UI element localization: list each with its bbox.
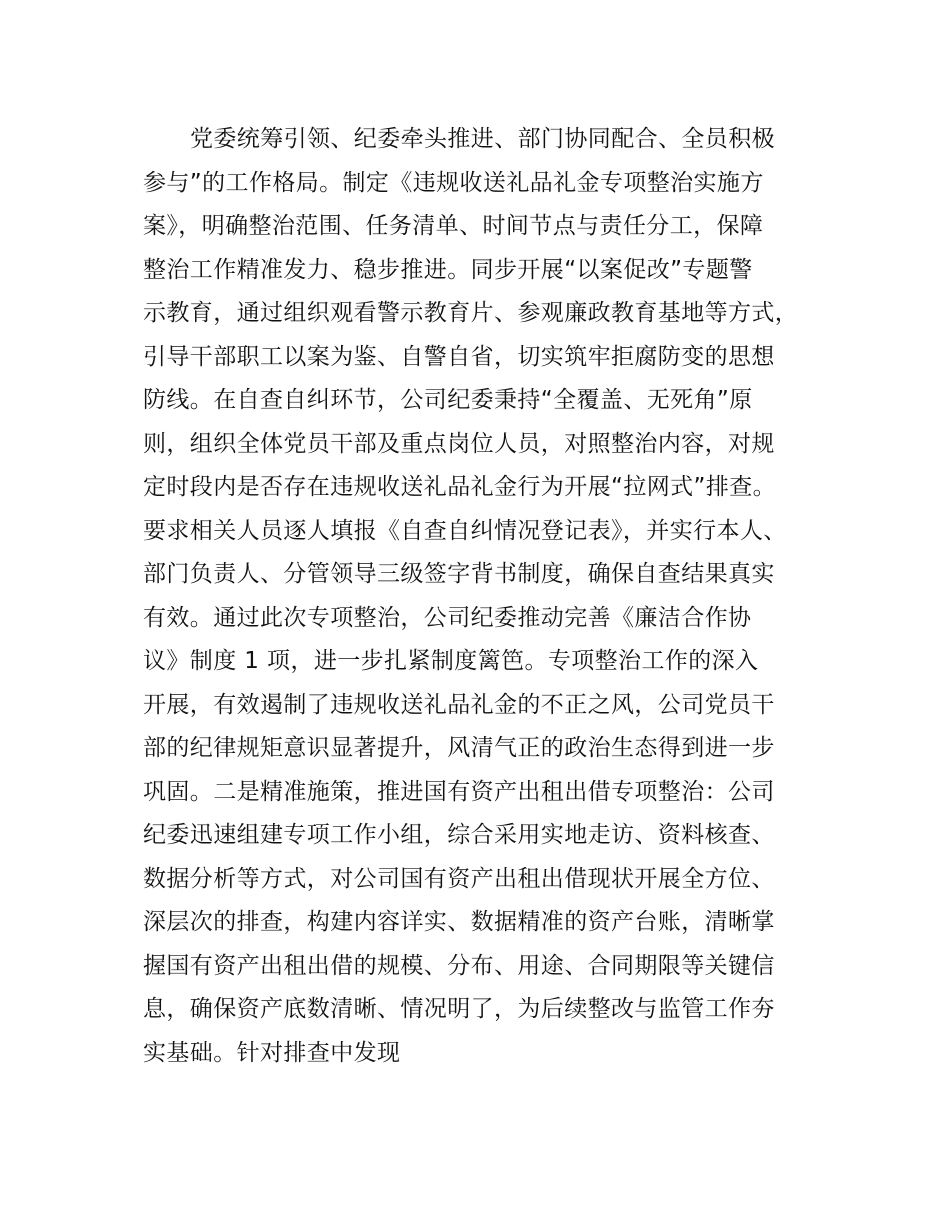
text-line: 引导干部职工以案为鉴、自警自省，切实筑牢拒腐防变的思想 [143,343,775,370]
text-line: 整治工作精准发力、稳步推进。同步开展“以案促改”专题警 [143,256,753,283]
text-line: 开展，有效遏制了违规收送礼品礼金的不正之风，公司党员干 [143,691,775,718]
text-line: 则，组织全体党员干部及重点岗位人员，对照整治内容，对规 [143,430,775,457]
text-line: 纪委迅速组建专项工作小组，综合采用实地走访、资料核查、 [143,822,775,848]
text-line: 案》，明确整治范围、任务清单、时间节点与责任分工，保障 [143,213,764,239]
text-line: 要求相关人员逐人填报《自查自纠情况登记表》，并实行本人、 [143,517,787,544]
text-line: 议》制度 1 项，进一步扎紧制度篱笆。专项整治工作的深入 [143,648,759,674]
text-line: 参与”的工作格局。制定《违规收送礼品礼金专项整治实施方 [143,169,764,196]
text-line: 息，确保资产底数清晰、情况明了，为后续整改与监管工作夯 [143,996,775,1022]
text-line: 示教育，通过组织观看警示教育片、参观廉政教育基地等方式， [143,300,799,326]
text-line: 党委统筹引领、纪委牵头推进、部门协同配合、全员积极 [190,126,775,152]
text-line: 数据分析等方式，对公司国有资产出租出借现状开展全方位、 [143,865,775,892]
text-line: 部门负责人、分管领导三级签字背书制度，确保自查结果真实 [143,561,775,587]
body-paragraph [143,118,843,1075]
text-line: 防线。在自查自纠环节，公司纪委秉持“全覆盖、无死角”原 [143,387,753,413]
text-line: 巩固。二是精准施策，推进国有资产出租出借专项整治：公司 [143,778,775,805]
text-line: 部的纪律规矩意识显著提升，风清气正的政治生态得到进一步 [143,735,775,761]
text-line: 深层次的排查，构建内容详实、数据精准的资产台账，清晰掌 [143,909,775,935]
text-line: 握国有资产出租出借的规模、分布、用途、合同期限等关键信 [143,952,775,979]
text-line: 定时段内是否存在违规收送礼品礼金行为开展“拉网式”排查。 [143,474,777,500]
text-line: 实基础。针对排查中发现 [143,1039,401,1066]
text-line: 有效。通过此次专项整治，公司纪委推动完善《廉洁合作协 [143,604,752,631]
